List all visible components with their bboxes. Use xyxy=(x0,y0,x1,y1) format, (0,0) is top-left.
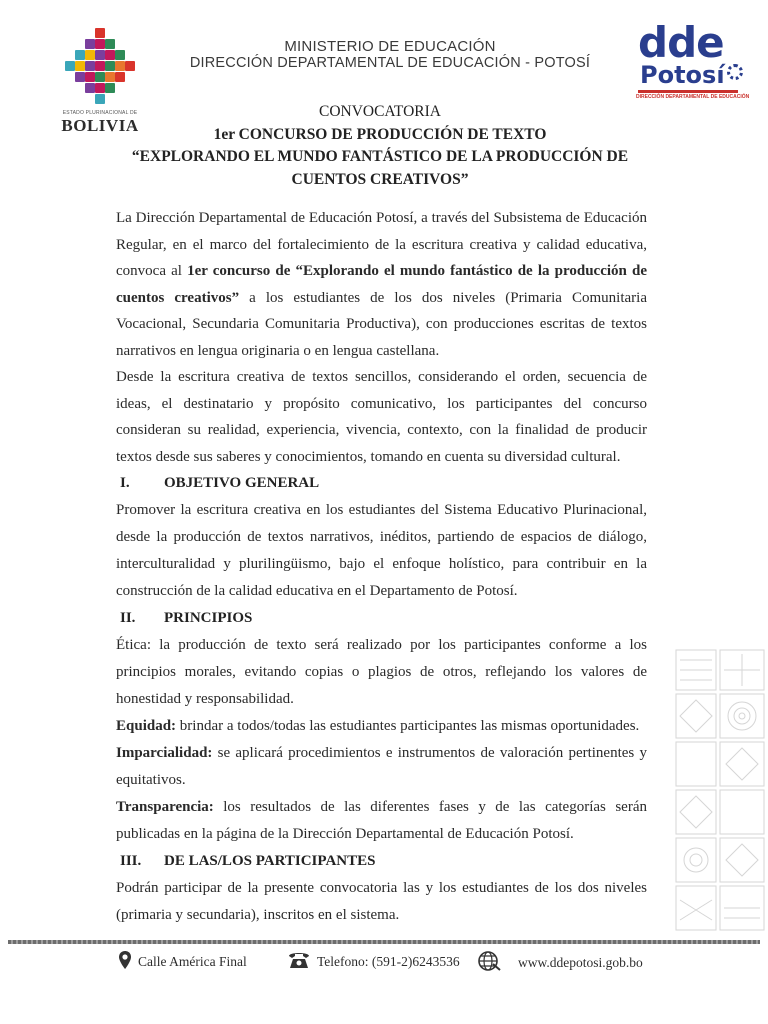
title-concurso: 1er CONCURSO DE PRODUCCIÓN DE TEXTO xyxy=(213,125,547,143)
mosaic-tile xyxy=(75,72,85,82)
mosaic-tile xyxy=(105,50,115,60)
mosaic-tile xyxy=(85,61,95,71)
section-number: III. xyxy=(120,853,142,869)
mosaic-tile xyxy=(75,50,85,60)
location-pin-icon xyxy=(118,950,132,974)
intro-text-c: a los estudiantes de los dos niveles (Primaria Comunitaria Vocacional, Secundaria Comunitaria Productiva), con producciones escritas de textos narrativos en lengua originaria o en lengua castellana. xyxy=(116,289,647,359)
bolivia-logo-country: BOLIVIA xyxy=(61,116,139,135)
mosaic-tile xyxy=(95,39,105,49)
globe-www-icon xyxy=(476,950,502,976)
mosaic-tile xyxy=(85,72,95,82)
mosaic-tile xyxy=(105,83,115,93)
objetivo-paragraph: Promover la escritura creativa en los estudiantes del Sistema Educativo Plurinacional, desde la producción de textos narrativos, inéditos, partiendo de espacios de diálogo, interculturalidad y plurilingüismo, bajo el enfoque holístico, para contribuir en la construcción de la calidad educativa en el Departamento de Potosí. xyxy=(116,502,647,599)
mosaic-tile xyxy=(95,28,105,38)
section-heading-objetivo xyxy=(116,470,647,497)
mosaic-tile xyxy=(105,72,115,82)
intro-paragraph-1 xyxy=(116,205,647,364)
footer-website xyxy=(476,950,643,976)
bolivia-mosaic-emblem xyxy=(64,28,136,106)
mosaic-tile xyxy=(115,50,125,60)
section-heading-principios xyxy=(116,605,647,632)
principio-text: se aplicará procedimientos e instrumentos de valoración pertinentes y equitativos. xyxy=(116,745,647,788)
mosaic-tile xyxy=(95,72,105,82)
dde-logo-main: dde xyxy=(638,18,724,67)
intro-paragraph-2: Desde la escritura creativa de textos sencillos, considerando el orden, secuencia de ideas, el destinatario y propósito comunicativo, los participantes del concurso consideran su realidad, experiencia, vivencia, contexto, con la finalidad de producir textos desde sus saberes y conocimientos, tomando en cuenta su diversidad cultural. xyxy=(116,369,647,465)
mosaic-tile xyxy=(95,50,105,60)
letterhead xyxy=(180,38,600,72)
mosaic-tile xyxy=(125,61,135,71)
bolivia-logo-small-text: ESTADO PLURINACIONAL DE xyxy=(62,110,138,116)
principio-label: Transparencia: xyxy=(116,799,214,815)
mosaic-tile xyxy=(75,61,85,71)
mosaic-tile xyxy=(95,61,105,71)
mosaic-tile xyxy=(105,61,115,71)
intro-contest-name: 1er concurso de “Explorando el mundo fantástico de la producción de cuentos creativos” xyxy=(116,263,647,306)
dde-potosi-logo xyxy=(632,18,750,106)
principio-imparcialidad xyxy=(116,740,647,794)
mosaic-tile xyxy=(115,72,125,82)
document-body xyxy=(116,205,647,929)
section-title: DE LAS/LOS PARTICIPANTES xyxy=(164,853,376,869)
title-theme-line-2: CUENTOS CREATIVOS” xyxy=(291,170,469,188)
principio-equidad xyxy=(116,713,647,740)
footer-address-text: Calle América Final xyxy=(138,954,247,969)
principio-label: Equidad: xyxy=(116,718,177,734)
mosaic-tile xyxy=(105,39,115,49)
mosaic-tile xyxy=(95,83,105,93)
mosaic-tile xyxy=(85,83,95,93)
telephone-icon xyxy=(287,950,311,974)
footer-website-link[interactable]: www.ddepotosi.gob.bo xyxy=(518,955,643,970)
principio-text: los resultados de las diferentes fases y de las categorías serán publicadas en la página de la Dirección Departamental de Educación Potosí. xyxy=(116,799,647,842)
mosaic-tile xyxy=(85,39,95,49)
gear-icon xyxy=(727,64,743,80)
footer-phone xyxy=(287,950,460,974)
section-number: II. xyxy=(120,610,136,626)
title-convocatoria: CONVOCATORIA xyxy=(318,103,441,120)
section-title: PRINCIPIOS xyxy=(164,610,253,626)
title-theme-line-1: “EXPLORANDO EL MUNDO FANTÁSTICO DE LA PRODUCCIÓN DE xyxy=(131,148,629,165)
mosaic-tile xyxy=(65,61,75,71)
mosaic-tile xyxy=(115,61,125,71)
direction-name: DIRECCIÓN DEPARTAMENTAL DE EDUCACIÓN - POTOSÍ xyxy=(189,55,591,71)
mosaic-tile xyxy=(85,50,95,60)
dde-logo-sub: Potosí xyxy=(640,61,725,89)
footer-phone-text: Telefono: (591-2)6243536 xyxy=(317,954,460,969)
section-heading-participantes xyxy=(116,848,647,875)
participantes-paragraph: Podrán participar de la presente convocatoria las y los estudiantes de los dos niveles (primaria y secundaria), inscritos en el sistema. xyxy=(116,880,647,923)
principio-etica: Ética: la producción de texto será realizado por los participantes conforme a los principios morales, evitando copias o plagios de otros, reflejando los valores de honestidad y responsabilidad. xyxy=(116,637,647,707)
document-titles xyxy=(100,101,660,191)
dde-logo-caption: DIRECCIÓN DEPARTAMENTAL DE EDUCACIÓN xyxy=(636,94,750,100)
intro-text-a: La Dirección Departamental de Educación Potosí, a través del Subsistema de Educación Regular, en el marco del fortalecimiento de la escritura creativa y calidad educativa, convoca al xyxy=(116,210,647,279)
principio-label: Imparcialidad: xyxy=(116,745,213,761)
footer-address xyxy=(118,950,247,974)
principio-text: brindar a todos/todas las estudiantes participantes las mismas oportunidades. xyxy=(176,718,640,734)
principio-transparencia xyxy=(116,794,647,848)
footer xyxy=(0,944,768,976)
section-number: I. xyxy=(120,475,130,491)
logo-divider xyxy=(638,90,738,93)
section-title: OBJETIVO GENERAL xyxy=(164,475,320,491)
ministry-name: MINISTERIO DE EDUCACIÓN xyxy=(284,38,496,55)
